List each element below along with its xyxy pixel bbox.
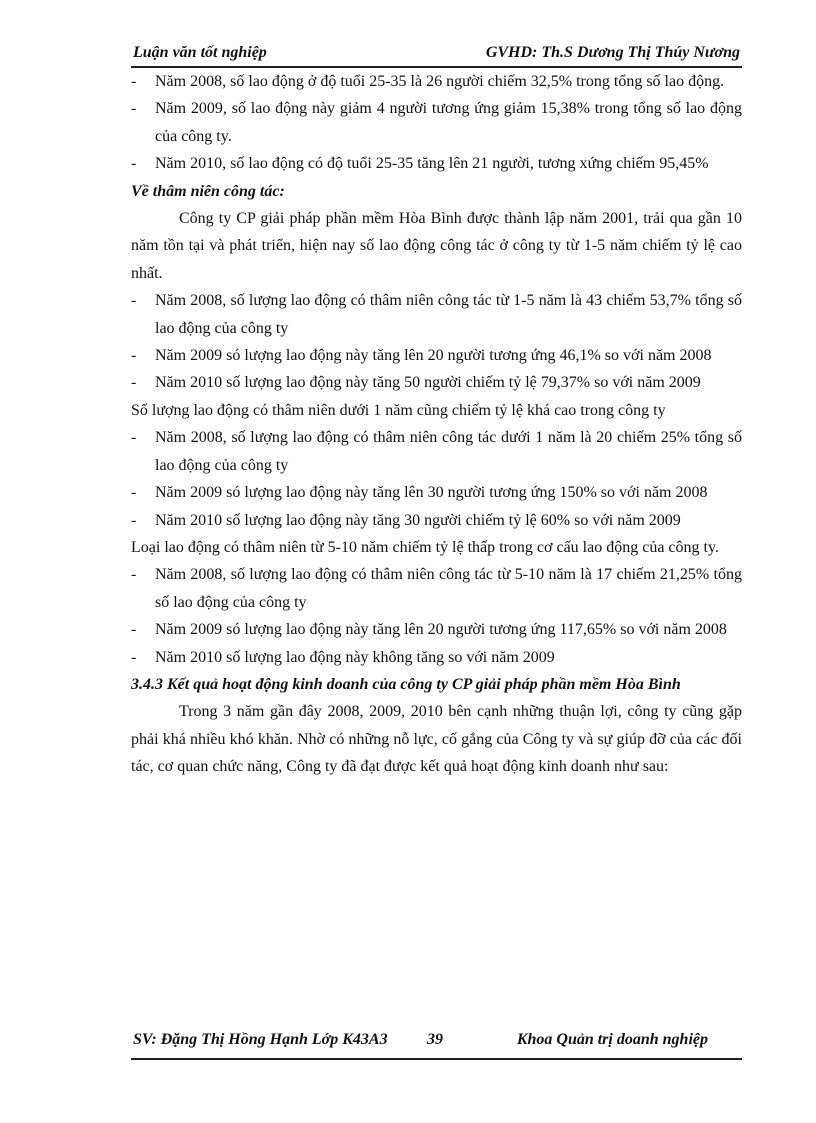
list-dash: -	[131, 100, 137, 118]
header-supervisor: GVHD: Th.S Dương Thị Thúy Nương	[485, 44, 740, 61]
under-one-year-intro: Số lượng lao động có thâm niên dưới 1 năm cũng chiếm tỷ lệ khá cao trong công ty	[131, 401, 666, 419]
list-dash: -	[131, 155, 137, 173]
footer-faculty: Khoa Quản trị doanh nghiệp	[516, 1031, 708, 1048]
list-item: - Năm 2008, số lượng lao động có thâm niên công tác từ 5-10 năm là 17 chiếm 21,25% tổng số lao động của công ty	[131, 561, 742, 616]
section-heading: 3.4.3 Kết quả hoạt động kinh doanh của công ty CP giải pháp phần mềm Hòa Bình	[131, 675, 681, 693]
list-item: - Năm 2009 só lượng lao động này tăng lên 30 người tương ứng 150% so với năm 2008	[131, 479, 742, 506]
list-dash: -	[131, 292, 137, 310]
five-ten-year-intro: Loại lao động có thâm niên từ 5-10 năm chiếm tỷ lệ thấp trong cơ cấu lao động của công ty.	[131, 538, 719, 556]
page-footer	[131, 1028, 742, 1058]
list-item: - Năm 2009 só lượng lao động này tăng lên 20 người tương ứng 46,1% so với năm 2008	[131, 342, 742, 369]
list-dash: -	[131, 429, 137, 447]
page-body	[131, 68, 742, 781]
list-dash: -	[131, 511, 137, 529]
page-number: 39	[427, 1031, 443, 1048]
seniority-intro: Công ty CP giải pháp phần mềm Hòa Bình được thành lập năm 2001, trải qua gần 10 năm tồn tại và phát triển, hiện nay số lao động công tác ở công ty từ 1-5 năm chiếm tỷ lệ cao nhất.	[131, 210, 742, 282]
list-dash: -	[131, 648, 137, 666]
list-item: - Năm 2010 số lượng lao động này tăng 50 người chiếm tỷ lệ 79,37% so với năm 2009	[131, 369, 742, 396]
list-dash: -	[131, 374, 137, 392]
list-item: - Năm 2008, số lao động ở độ tuổi 25-35 là 26 người chiếm 32,5% trong tổng số lao động.	[131, 68, 742, 95]
list-item: - Năm 2009 só lượng lao động này tăng lên 20 người tương ứng 117,65% so với năm 2008	[131, 616, 742, 643]
footer-rule	[131, 1058, 742, 1060]
seniority-heading: Về thâm niên công tác:	[131, 182, 285, 200]
list-item: - Năm 2009, số lao động này giảm 4 người tương ứng giảm 15,38% trong tổng số lao động của công ty.	[131, 95, 742, 150]
footer-student: SV: Đặng Thị Hồng Hạnh Lớp K43A3	[133, 1031, 388, 1048]
list-item: - Năm 2008, số lượng lao động có thâm niên công tác dưới 1 năm là 20 chiếm 25% tổng số lao động của công ty	[131, 424, 742, 479]
list-dash: -	[131, 347, 137, 365]
list-item: - Năm 2008, số lượng lao động có thâm niên công tác từ 1-5 năm là 43 chiếm 53,7% tổng số lao động của công ty	[131, 287, 742, 342]
list-item: - Năm 2010, số lao động có độ tuổi 25-35 tăng lên 21 người, tương xứng chiếm 95,45%	[131, 150, 742, 177]
list-dash: -	[131, 73, 137, 90]
list-dash: -	[131, 566, 137, 584]
header-thesis-title: Luận văn tốt nghiệp	[133, 44, 267, 61]
page-header	[131, 38, 742, 66]
list-item: - Năm 2010 số lượng lao động này không tăng so với năm 2009	[131, 644, 742, 671]
list-item: - Năm 2010 số lượng lao động này tăng 30 người chiếm tỷ lệ 60% so với năm 2009	[131, 507, 742, 534]
list-dash: -	[131, 484, 137, 502]
list-dash: -	[131, 621, 137, 639]
section-paragraph: Trong 3 năm gần đây 2008, 2009, 2010 bên cạnh những thuận lợi, công ty cũng gặp phải khá nhiều khó khăn. Nhờ có những nỗ lực, cố gắng của Công ty và sự giúp đỡ của các đối tác, cơ quan chức năng, Công ty đã đạt được kết quả hoạt động kinh doanh như sau:	[131, 703, 742, 776]
